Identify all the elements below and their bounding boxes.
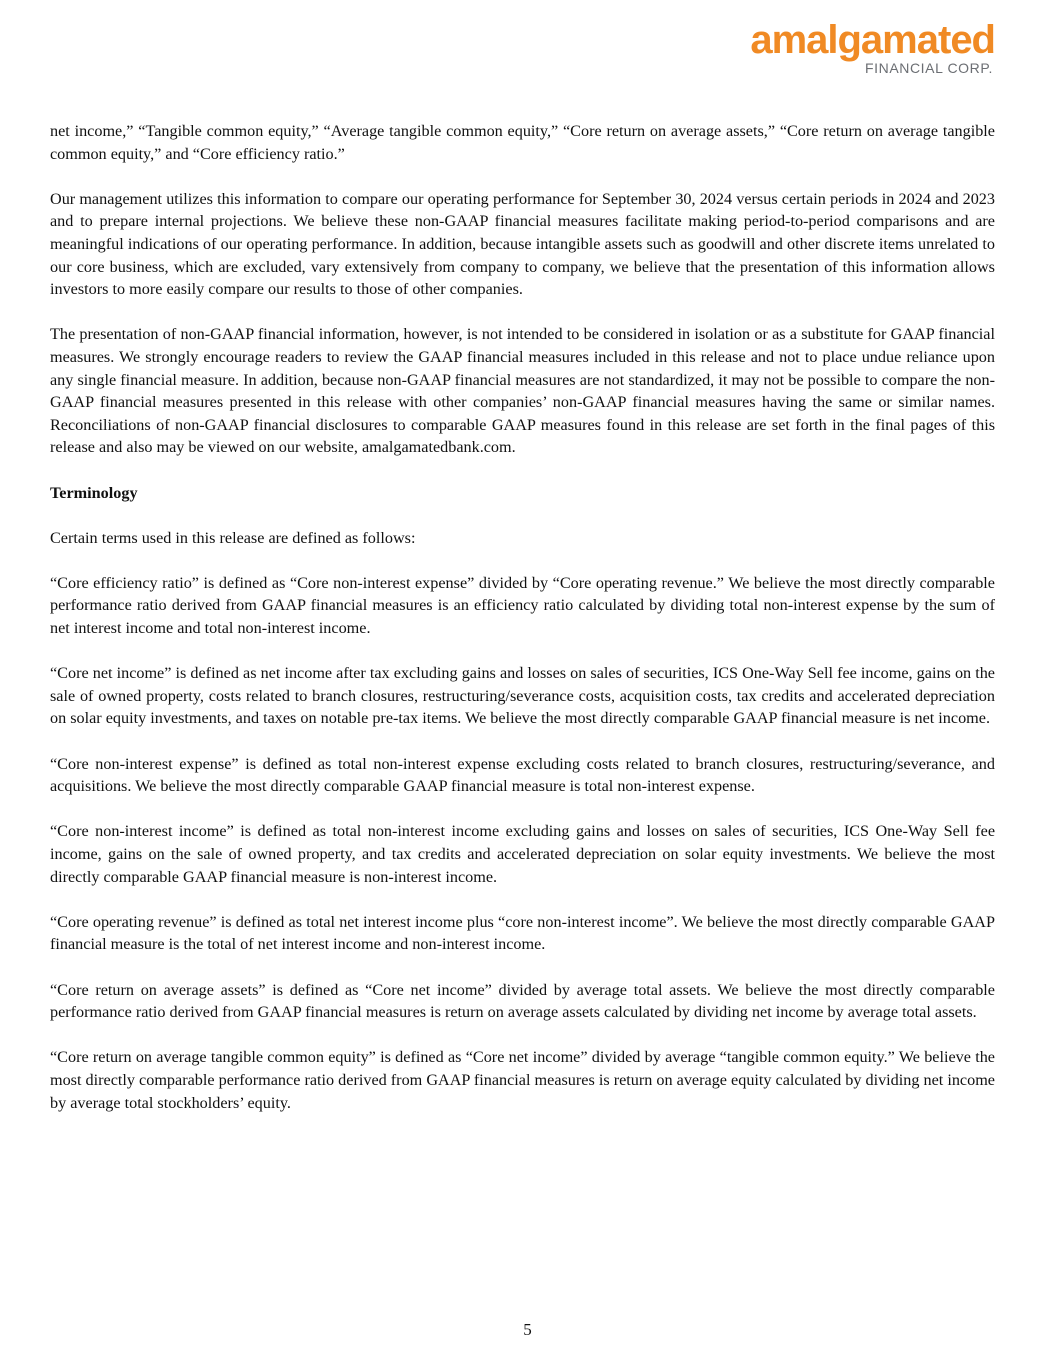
section-heading-terminology: Terminology [50,483,138,502]
definition-core-net-income: “Core net income” is defined as net income after tax excluding gains and losses on sales of securities, ICS One-Way Sell fee income, gains on the sale of owned property, costs related to branch closures, restructuring/severance costs, acquisition costs, tax credits and accelerated depreciation on solar equity investments, and taxes on notable pre-tax items. We believe the most directly comparable GAAP financial measure is net income. [50,664,995,728]
paragraph-continuation: net income,” “Tangible common equity,” “Average tangible common equity,” “Core return on average assets,” “Core return on average tangible common equity,” and “Core efficiency ratio.” [50,122,995,163]
definition-core-non-interest-income: “Core non-interest income” is defined as total non-interest income excluding gains and losses on sales of securities, ICS One-Way Sell fee income, gains on the sale of owned property, and tax credits and accelerated depreciation on solar equity investments. We believe the most directly comparable GAAP financial measure is non-interest income. [50,822,995,886]
terminology-intro: Certain terms used in this release are defined as follows: [50,528,416,547]
document-body [50,120,995,1137]
definition-core-return-on-average-tangible-common-equity: “Core return on average tangible common equity” is defined as “Core net income” divided by average “tangible common equity.” We believe the most directly comparable performance ratio derived from GAAP financial measures is return on average equity calculated by dividing net income by average total stockholders’ equity. [50,1048,995,1112]
paragraph-presentation-disclaimer: The presentation of non-GAAP financial information, however, is not intended to be considered in isolation or as a substitute for GAAP financial measures. We strongly encourage readers to review the GAAP financial measures included in this release and not to place undue reliance upon any single financial measure. In addition, because non-GAAP financial measures are not standardized, it may not be possible to compare the non-GAAP financial measures presented in this release with other companies’ non-GAAP financial measures having the same or similar names. Reconciliations of non-GAAP financial disclosures to comparable GAAP measures found in this release are set forth in the final pages of this release and also may be viewed on our website, amalgamatedbank.com. [50,325,995,457]
logo-subtitle: FINANCIAL CORP. [864,60,993,76]
company-logo [750,20,995,75]
definition-core-non-interest-expense: “Core non-interest expense” is defined as total non-interest expense excluding costs related to branch closures, restructuring/severance, and acquisitions. We believe the most directly comparable GAAP financial measure is total non-interest expense. [50,754,995,796]
definition-core-operating-revenue: “Core operating revenue” is defined as total net interest income plus “core non-interest income”. We believe the most directly comparable GAAP financial measure is the total of net interest income and non-interest income. [50,912,995,954]
paragraph-management-use: Our management utilizes this information to compare our operating performance for September 30, 2024 versus certain periods in 2024 and 2023 and to prepare internal projections. We believe these non-GAAP financial measures facilitate making period-to-period comparisons and are meaningful indications of our operating performance. In addition, because intangible assets such as goodwill and other discrete items unrelated to our core business, which are excluded, vary extensively from company to company, we believe that the presentation of this information allows investors to more easily compare our results to those of other companies. [50,189,995,299]
definition-core-return-on-average-assets: “Core return on average assets” is defined as “Core net income” divided by average total assets. We believe the most directly comparable performance ratio derived from GAAP financial measures is return on average assets calculated by dividing net income by average total assets. [50,980,995,1022]
definition-core-efficiency-ratio: “Core efficiency ratio” is defined as “Core non-interest expense” divided by “Core operating revenue.” We believe the most directly comparable performance ratio derived from GAAP financial measures is an efficiency ratio calculated by dividing total non-interest expense by the sum of net interest income and total non-interest income. [50,573,995,638]
logo-wordmark: amalgamated [750,18,995,62]
page-number: 5 [523,1320,532,1339]
